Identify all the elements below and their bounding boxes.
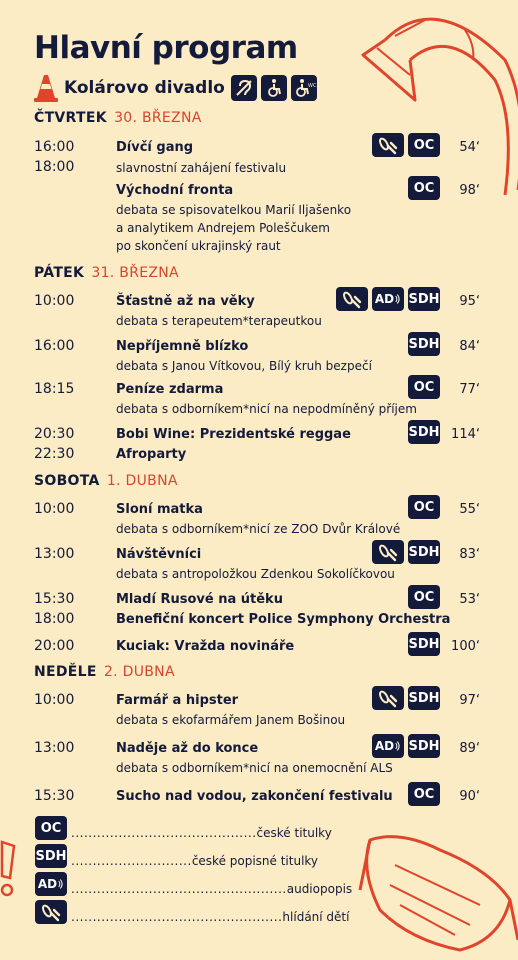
- venue-name: Kolárovo divadlo: [64, 78, 225, 98]
- babysitting-badge-icon: [372, 540, 404, 564]
- event-time: 20:00: [34, 638, 75, 654]
- event-duration: 54‘: [459, 140, 480, 155]
- event-subtitle: debata s odborníkem*nicí na nepodmíněný příjem: [116, 402, 417, 416]
- wheelchair-icon: [261, 75, 287, 101]
- event-title: Afroparty: [116, 447, 187, 462]
- wheelchair-toilet-icon: [291, 75, 317, 101]
- legend-dots: ............................: [71, 854, 192, 868]
- event-time: 18:00: [34, 611, 75, 627]
- event-title: Sucho nad vodou, zakončení festivalu: [116, 789, 393, 804]
- sdh-badge: SDH: [408, 287, 440, 311]
- event-title: Východní fronta: [116, 183, 234, 198]
- event-title: Peníze zdarma: [116, 382, 224, 397]
- event-title: Šťastně až na věky: [116, 294, 255, 309]
- event-duration: 77‘: [459, 382, 480, 397]
- sdh-badge: SDH: [35, 844, 67, 868]
- event-title: Kuciak: Vražda novináře: [116, 639, 295, 654]
- legend-label: hlídání dětí: [282, 910, 350, 924]
- event-title: Benefiční koncert Police Symphony Orchestra: [116, 612, 451, 627]
- audio-description-badge: AD: [35, 872, 67, 896]
- legend-label: české popisné titulky: [191, 854, 319, 868]
- event-subtitle: debata s terapeutem*terapeutkou: [116, 314, 322, 328]
- legend-item: [35, 902, 349, 924]
- sdh-badge: SDH: [408, 540, 440, 564]
- sdh-badge: SDH: [408, 734, 440, 758]
- event-time: 22:30: [34, 446, 75, 462]
- event-subtitle: slavnostní zahájení festivalu: [116, 161, 287, 175]
- event-time: 18:00: [34, 159, 75, 175]
- event-subtitle: debata s Janou Vítkovou, Bílý kruh bezpečí: [116, 359, 372, 373]
- oc-badge: OC: [408, 176, 440, 200]
- event-time: 10:00: [34, 692, 75, 708]
- audio-description-badge: AD: [372, 287, 404, 311]
- event-duration: 114‘: [451, 427, 480, 442]
- event-title: Mladí Rusové na útěku: [116, 592, 283, 607]
- event-subtitle: debata s odborníkem*nicí ze ZOO Dvůr Králové: [116, 522, 401, 536]
- event-time: 13:00: [34, 740, 75, 756]
- oc-badge: OC: [408, 133, 440, 157]
- event-time: 13:00: [34, 546, 75, 562]
- event-duration: 90‘: [459, 789, 480, 804]
- babysitting-badge-icon: [336, 287, 368, 311]
- event-title: Dívčí gang: [116, 140, 194, 155]
- event-title: Bobi Wine: Prezidentské reggae: [116, 427, 351, 442]
- decorative-mask-doodle: [360, 830, 518, 960]
- sdh-badge: SDH: [408, 332, 440, 356]
- event-title: Sloní matka: [116, 502, 203, 517]
- legend-item: [35, 818, 332, 840]
- legend-item: [35, 874, 352, 896]
- event-subtitle: debata se spisovatelkou Marií Iljašenko: [116, 203, 352, 217]
- legend-dots: ...........................................: [71, 826, 257, 840]
- event-duration: 89‘: [459, 741, 480, 756]
- day-header-saturday: SOBOTA 1. DUBNA: [34, 473, 178, 489]
- legend-label: audiopopis: [286, 882, 353, 896]
- legend-item: [35, 846, 318, 868]
- sdh-badge: SDH: [408, 420, 440, 444]
- event-time: 20:30: [34, 426, 75, 442]
- traffic-cone-icon: [34, 73, 58, 103]
- event-time: 10:00: [34, 293, 75, 309]
- babysitting-badge-icon: [372, 133, 404, 157]
- event-subtitle: debata s odborníkem*nicí na onemocnění ALS: [116, 761, 393, 775]
- babysitting-badge-icon: [35, 900, 67, 924]
- event-duration: 100‘: [451, 639, 480, 654]
- event-title: Naděje až do konce: [116, 741, 259, 756]
- event-title: Nepříjemně blízko: [116, 339, 249, 354]
- oc-badge: OC: [408, 585, 440, 609]
- event-title: Návštěvníci: [116, 547, 202, 562]
- event-subtitle: a analytikem Andrejem Poleščukem: [116, 221, 330, 235]
- event-subtitle: debata s antropoložkou Zdenkou Sokolíčkovou: [116, 567, 395, 581]
- event-subtitle: po skončení ukrajinský raut: [116, 239, 281, 253]
- event-time: 10:00: [34, 501, 75, 517]
- event-duration: 53‘: [459, 592, 480, 607]
- day-header-thursday: ČTVRTEK 30. BŘEZNA: [34, 110, 202, 126]
- legend-dots: .................................................: [71, 910, 283, 924]
- audio-description-badge: AD: [372, 734, 404, 758]
- oc-badge: OC: [408, 495, 440, 519]
- legend-label: české titulky: [256, 826, 332, 840]
- page-title: Hlavní program: [34, 30, 298, 66]
- hearing-loop-icon: [231, 75, 257, 101]
- oc-badge: OC: [35, 816, 67, 840]
- svg-text:WC: WC: [307, 83, 317, 89]
- event-subtitle: debata s ekofarmářem Janem Bošinou: [116, 713, 346, 727]
- event-title: Farmář a hipster: [116, 693, 239, 708]
- event-time: 16:00: [34, 338, 75, 354]
- decorative-exclamation-doodle: [0, 840, 18, 900]
- oc-badge: OC: [408, 782, 440, 806]
- sdh-badge: SDH: [408, 632, 440, 656]
- oc-badge: OC: [408, 375, 440, 399]
- event-duration: 84‘: [459, 339, 480, 354]
- event-duration: 97‘: [459, 693, 480, 708]
- venue-row: [34, 72, 321, 104]
- event-time: 15:30: [34, 591, 75, 607]
- babysitting-badge-icon: [372, 686, 404, 710]
- day-header-sunday: NEDĚLE 2. DUBNA: [34, 664, 175, 680]
- event-duration: 83‘: [459, 547, 480, 562]
- event-duration: 98‘: [459, 183, 480, 198]
- sdh-badge: SDH: [408, 686, 440, 710]
- event-time: 18:15: [34, 381, 75, 397]
- legend-dots: ..................................................: [71, 882, 287, 896]
- decorative-arrow-doodle: [355, 0, 518, 200]
- event-duration: 95‘: [459, 294, 480, 309]
- event-time: 16:00: [34, 139, 75, 155]
- event-time: 15:30: [34, 788, 75, 804]
- event-duration: 55‘: [459, 502, 480, 517]
- day-header-friday: PÁTEK 31. BŘEZNA: [34, 265, 179, 281]
